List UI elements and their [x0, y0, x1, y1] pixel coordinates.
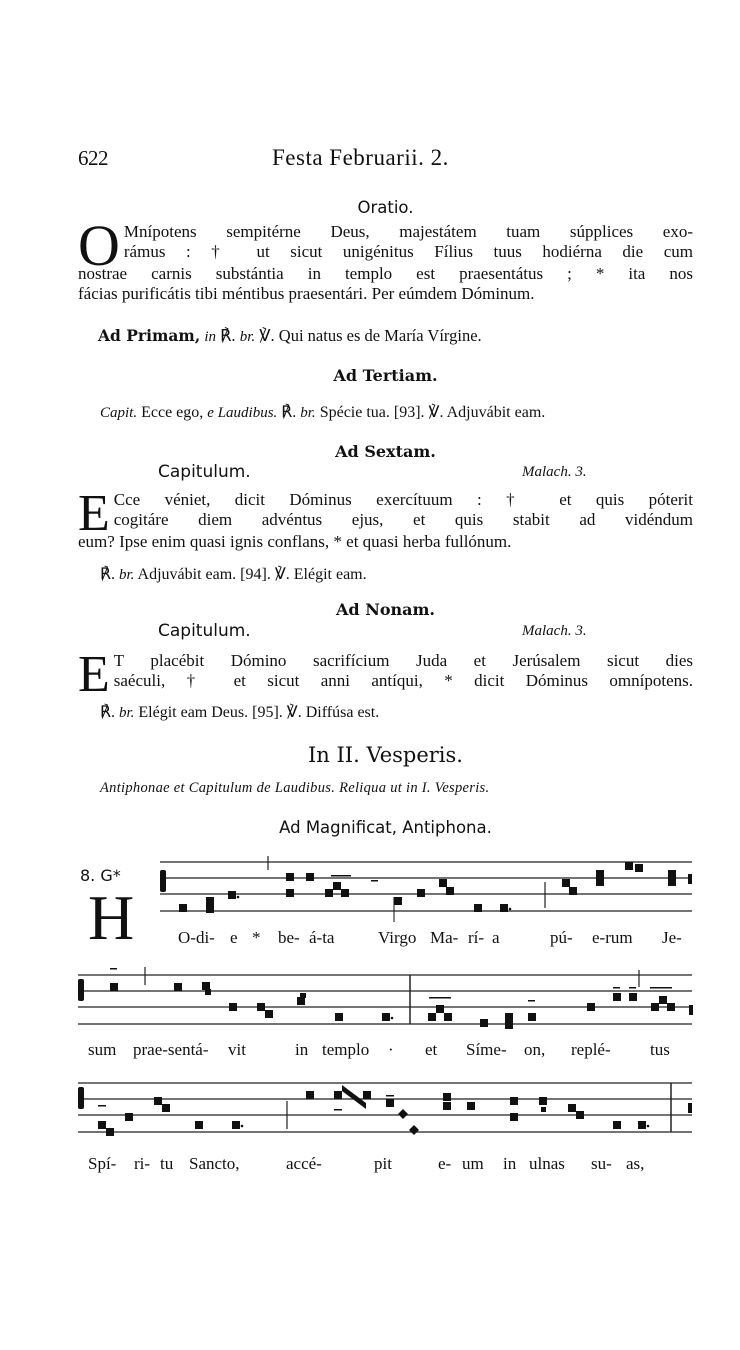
syllable: Síme- — [466, 1040, 507, 1059]
ad-tertiam-text: Adjuvábit eam. — [446, 404, 546, 421]
neume — [110, 968, 117, 970]
ad-nonam-responsory — [100, 702, 379, 722]
staff-group — [160, 856, 692, 911]
neume — [500, 904, 508, 912]
syllable: as, — [626, 1154, 645, 1173]
neume — [444, 1013, 452, 1021]
neume — [474, 904, 482, 912]
neume — [241, 1125, 244, 1128]
versicle-text: Elégit eam. — [293, 566, 367, 583]
neume — [505, 1021, 513, 1029]
magnificat-heading: Ad Magnificat, Antiphona. — [279, 818, 492, 837]
neume — [265, 1010, 273, 1018]
neume — [688, 874, 692, 884]
neume — [509, 908, 512, 911]
neume — [409, 1125, 419, 1135]
neume — [386, 1099, 394, 1107]
ad-tertiam-text: Ecce ego, — [141, 404, 204, 421]
neume — [125, 1113, 133, 1121]
neume — [229, 1003, 237, 1011]
neume — [325, 889, 333, 897]
neume — [297, 997, 305, 1005]
neume — [300, 993, 306, 998]
ad-primam-text: Qui natus es de María Vírgine. — [278, 326, 482, 345]
syllable: on, — [524, 1040, 546, 1059]
neume — [162, 1104, 170, 1112]
vesperae-heading: In II. Vesperis. — [308, 743, 463, 767]
porrectus — [342, 1085, 366, 1109]
brevis-label: br. — [239, 329, 256, 345]
syllable: * — [252, 928, 261, 947]
neume — [647, 1125, 650, 1128]
syllable: sum — [88, 1040, 117, 1059]
oratio-line: rámus : † ut sicut unigénitus Fílius tuus hodiérna die cum — [123, 241, 693, 261]
syllable: Sancto, — [189, 1154, 240, 1173]
vesperae-rubric: Antiphonae et Capitulum de Laudibus. Reliqua ut in I. Vesperis. — [100, 780, 490, 796]
syllable: um — [462, 1154, 484, 1173]
responsory-symbol: ℟. — [281, 404, 297, 421]
chant-staff-1 — [158, 852, 693, 932]
neume — [568, 1104, 576, 1112]
syllable: · — [388, 1040, 394, 1059]
neume — [528, 1000, 535, 1002]
neume — [576, 1111, 584, 1119]
neume — [510, 1097, 518, 1105]
capitulum-line: saéculi, † et sicut anni antíqui, * dicit Dóminus omnípotens. — [113, 670, 693, 690]
staff-group — [78, 1083, 692, 1132]
versicle-symbol: ℣. — [259, 326, 275, 345]
ad-sextam-responsory — [100, 564, 367, 584]
neume — [613, 1121, 621, 1129]
mode-label: 8. G* — [80, 866, 121, 885]
syllable: templo — [322, 1040, 370, 1059]
syllable: ri- — [134, 1154, 151, 1173]
neumes — [78, 968, 693, 1029]
neume — [436, 1005, 444, 1013]
neume — [668, 878, 676, 886]
responsory-symbol: ℟. — [100, 566, 115, 583]
neume — [638, 1121, 646, 1129]
neume — [334, 1109, 342, 1111]
neume — [689, 1005, 693, 1015]
neume — [625, 862, 633, 870]
syllable: Spí- — [88, 1154, 117, 1173]
neume — [206, 905, 214, 913]
ad-sextam-body — [78, 485, 693, 552]
neume — [174, 983, 182, 991]
syllable: pú- — [550, 928, 573, 947]
neume — [541, 1107, 546, 1112]
neume — [232, 1121, 240, 1129]
syllable: pit — [374, 1154, 392, 1173]
scripture-reference: Malach. 3. — [522, 623, 587, 639]
neume — [429, 997, 451, 999]
neume — [386, 1095, 394, 1097]
ad-nonam-body — [78, 646, 693, 703]
neume — [569, 887, 577, 895]
neume — [428, 1013, 436, 1021]
capitulum-line: T placébit Dómino sacrifícium Juda et Jerúsalem sicut dies — [113, 651, 693, 670]
neume — [613, 993, 621, 1001]
brevis-label: br. — [118, 567, 135, 583]
responsory-text: Elégit eam Deus. [95]. — [138, 704, 283, 721]
neume — [629, 987, 636, 989]
neume — [629, 993, 637, 1001]
syllable: e- — [438, 1154, 452, 1173]
neume — [382, 1013, 390, 1021]
neume — [539, 1097, 547, 1105]
neume — [257, 1003, 265, 1011]
syllable: Je- — [662, 928, 682, 947]
syllable: tus — [650, 1040, 670, 1059]
syllable: á-ta — [309, 928, 335, 947]
responsory-symbol: ℟. — [220, 326, 236, 345]
syllable: Ma- — [430, 928, 459, 947]
ad-sextam-dropcap: E — [78, 485, 110, 542]
neume — [467, 1102, 475, 1110]
ad-primam-line — [98, 326, 482, 346]
neume — [394, 897, 402, 905]
ad-tertiam-text: Spécie tua. [93]. — [319, 404, 425, 421]
syllable: Virgo — [378, 928, 417, 947]
neume — [286, 889, 294, 897]
neume — [98, 1121, 106, 1129]
oratio-line: fácias purificátis tibi méntibus praesentári. Per eúmdem Dóminum. — [78, 283, 535, 303]
capitulum-label: Capitulum. — [158, 621, 251, 641]
neume — [228, 891, 236, 899]
neume — [510, 1113, 518, 1121]
neume — [417, 889, 425, 897]
neume — [205, 989, 211, 995]
responsory-text: Adjuvábit eam. [94]. — [137, 566, 271, 583]
syllable: O-di- — [178, 928, 215, 947]
do-clef — [78, 979, 84, 1001]
ad-primam-label: Ad Primam, — [98, 326, 201, 345]
neume — [528, 1013, 536, 1021]
neume — [688, 1103, 692, 1113]
capitulum-label: Capitulum. — [158, 462, 251, 482]
syllable: e — [230, 928, 238, 947]
neume — [306, 873, 314, 881]
neume — [154, 1097, 162, 1105]
syllable: e-rum — [592, 928, 633, 947]
ad-tertiam-heading: Ad Tertiam. — [333, 366, 438, 385]
neume — [391, 1017, 394, 1020]
syllable: su- — [591, 1154, 612, 1173]
versicle-symbol: ℣. — [286, 704, 302, 721]
syllable: replé- — [571, 1040, 611, 1059]
versicle-text: Diffúsa est. — [305, 704, 380, 721]
versicle-symbol: ℣. — [274, 566, 290, 583]
running-title: Festa Februarii. 2. — [272, 145, 449, 170]
neume — [439, 879, 447, 887]
brevis-label: br. — [300, 405, 316, 421]
chant-dropcap: H — [88, 882, 135, 953]
neume — [179, 904, 187, 912]
neumes — [160, 862, 692, 922]
neume — [286, 873, 294, 881]
neume — [505, 1013, 513, 1021]
neume — [635, 864, 643, 872]
neume — [587, 1003, 595, 1011]
syllable: be- — [278, 928, 300, 947]
neume — [651, 1003, 659, 1011]
oratio-dropcap: O — [78, 213, 120, 278]
chant-staff-2 — [78, 965, 693, 1045]
ad-tertiam-line — [100, 402, 545, 422]
capit-label: Capit. — [100, 405, 138, 421]
ad-nonam-dropcap: E — [78, 646, 110, 703]
neume — [667, 1003, 675, 1011]
chant-staff-3 — [78, 1073, 693, 1153]
oratio-line: nostrae carnis substántia in templo est praesentátus ; * ita nos — [78, 264, 693, 283]
neume — [335, 1013, 343, 1021]
capitulum-line: eum? Ipse enim quasi ignis conflans, * et quasi herba fullónum. — [78, 532, 512, 551]
neume — [443, 1093, 451, 1101]
neume — [306, 1091, 314, 1099]
ad-sextam-heading: Ad Sextam. — [335, 442, 436, 461]
ledger — [331, 875, 351, 877]
do-clef — [160, 870, 166, 892]
neumes — [78, 1085, 692, 1136]
neume — [334, 1091, 342, 1099]
neume — [596, 870, 604, 878]
oratio-body — [78, 213, 693, 303]
brevis-label: br. — [118, 705, 135, 721]
rhombus — [398, 1109, 408, 1119]
syllable: et — [425, 1040, 438, 1059]
responsory-symbol: ℟. — [100, 704, 115, 721]
syllable: ulnas — [529, 1154, 565, 1173]
neume — [562, 879, 570, 887]
do-clef — [78, 1087, 84, 1109]
syllable: in — [295, 1040, 309, 1059]
neume — [363, 1091, 371, 1099]
neume — [480, 1019, 488, 1027]
neume — [650, 987, 672, 989]
oratio-line: Mnípotens sempitérne Deus, majestátem tuam súpplices exo- — [123, 222, 693, 241]
page-number: 622 — [78, 146, 108, 170]
neume — [106, 1128, 114, 1136]
neume — [206, 897, 214, 905]
neume — [668, 870, 676, 878]
syllable: vit — [228, 1040, 246, 1059]
neume — [98, 1105, 106, 1107]
syllable: in — [503, 1154, 517, 1173]
syllable: prae-sentá- — [133, 1040, 209, 1059]
capitulum-line: cogitáre diem advéntus ejus, et quis stabit ad vidéndum — [113, 509, 693, 529]
neume — [341, 889, 349, 897]
in-label: in — [204, 329, 217, 345]
neume — [110, 983, 118, 991]
neume — [333, 882, 341, 890]
syllable: tu — [160, 1154, 174, 1173]
neume — [613, 987, 620, 989]
neume — [596, 878, 604, 886]
mora-dot — [237, 896, 240, 899]
ad-nonam-heading: Ad Nonam. — [336, 600, 435, 619]
neume — [659, 996, 667, 1004]
versicle-symbol: ℣. — [428, 404, 444, 421]
scripture-reference: Malach. 3. — [522, 464, 587, 480]
neume — [446, 887, 454, 895]
oratio-heading: Oratio. — [357, 198, 414, 217]
syllable: accé- — [286, 1154, 322, 1173]
neume — [443, 1102, 451, 1110]
syllable: rí- — [468, 928, 485, 947]
ledger — [371, 880, 378, 882]
neume — [202, 982, 210, 990]
neume — [195, 1121, 203, 1129]
syllable: a — [492, 928, 500, 947]
e-laudibus: e Laudibus. — [207, 405, 278, 421]
capitulum-line: Cce véniet, dicit Dóminus exercítuum : † et quis póterit — [113, 490, 693, 509]
